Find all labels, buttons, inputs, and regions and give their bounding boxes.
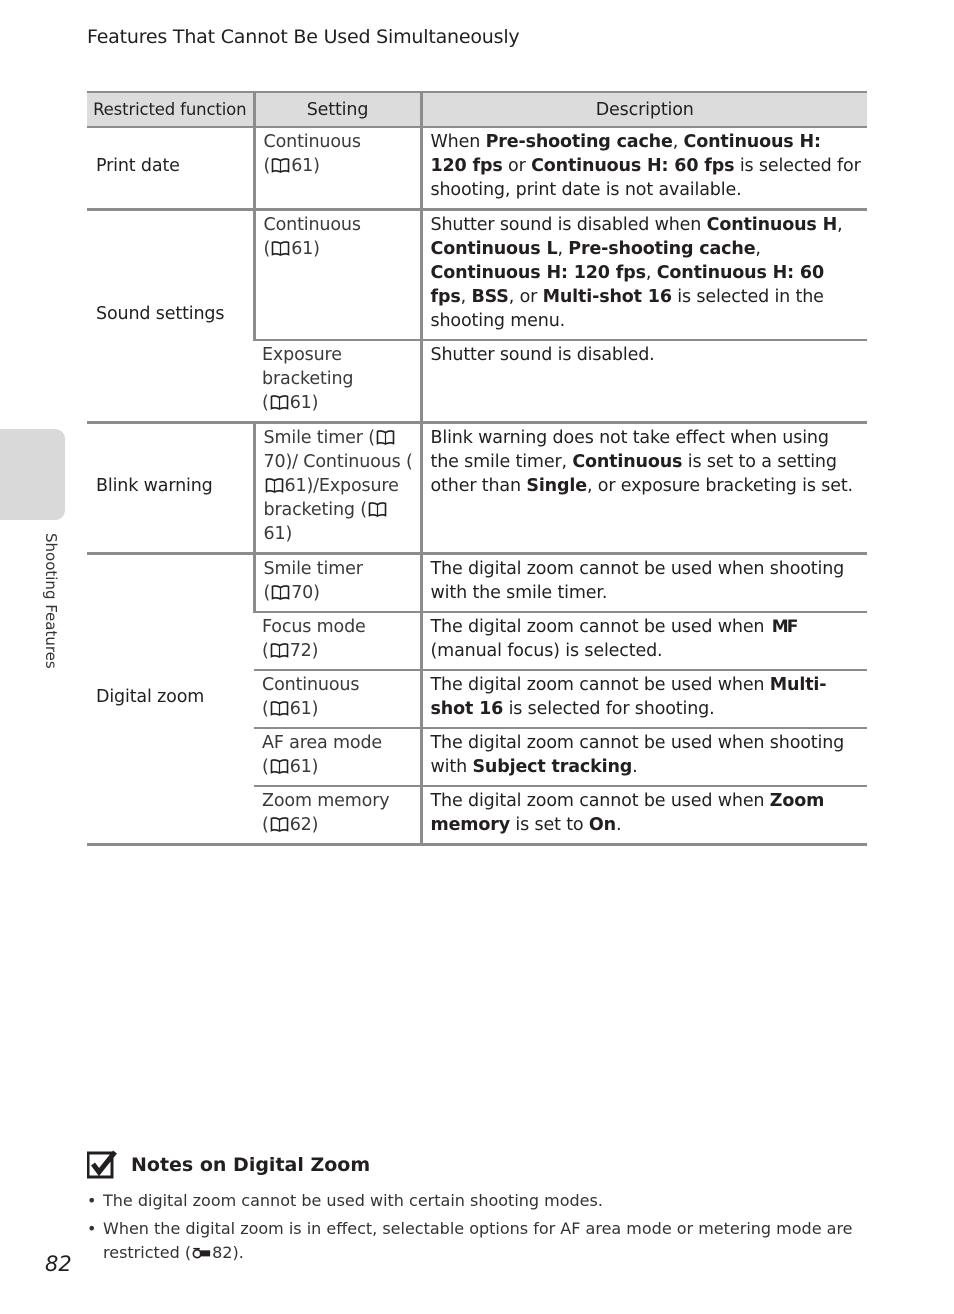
text-run: , or exposure bracketing is set. (586, 476, 853, 496)
notes-title: Notes on Digital Zoom (131, 1154, 371, 1176)
setting-cell (254, 210, 421, 341)
text-run: , (460, 287, 472, 307)
restrictions-table (87, 91, 867, 846)
text-run: When (430, 132, 486, 152)
text-run: , (837, 215, 843, 235)
description-cell (421, 728, 867, 786)
text-run: 82). (212, 1243, 244, 1262)
text-run: The digital zoom cannot be used when (430, 675, 770, 695)
book-reference-icon (271, 241, 290, 256)
setting-ref-page: 61) (289, 393, 319, 413)
text-run: When the digital zoom is in effect, selectable options for AF area mode or metering mode are restricted ( (103, 1219, 853, 1262)
emphasis-text: Continuous H (706, 215, 838, 235)
table-header-row (87, 92, 867, 127)
book-reference-icon (368, 502, 387, 517)
description-cell (421, 127, 867, 210)
text-run: , or (508, 287, 543, 307)
setting-name: Smile timer (263, 559, 363, 579)
setting-name: Exposure bracketing (262, 345, 354, 389)
setting-ref-open: ( (262, 393, 269, 413)
table-row (87, 210, 867, 341)
setting-cell (254, 423, 421, 554)
setting-ref-page: 72) (289, 641, 319, 661)
restricted-function-cell: Digital zoom (87, 554, 254, 845)
emphasis-text: Subject tracking (472, 757, 633, 777)
emphasis-text: BSS (471, 287, 509, 307)
emphasis-text: Continuous (572, 452, 683, 472)
text-run: is selected for shooting. (503, 699, 715, 719)
header-setting: Setting (254, 92, 421, 127)
emphasis-text: Multi-shot 16 (430, 675, 827, 719)
text-run: The digital zoom cannot be used with certain shooting modes. (103, 1191, 603, 1210)
text-run: The digital zoom cannot be used when (430, 791, 770, 811)
emphasis-text: Continuous H: 120 fps (430, 263, 646, 283)
setting-cell (254, 554, 421, 613)
text-run: or (502, 156, 532, 176)
book-reference-icon (270, 395, 289, 410)
text-run: Blink warning does not take effect when using the smile timer, (430, 428, 829, 472)
description-cell (421, 670, 867, 728)
emphasis-text: Continuous H: 120 fps (430, 132, 821, 176)
book-reference-icon (270, 643, 289, 658)
emphasis-text: Continuous L (430, 239, 558, 259)
setting-cell (254, 786, 421, 845)
notes-list-item (87, 1189, 867, 1213)
text-run: , (645, 263, 657, 283)
setting-name: Continuous (263, 132, 361, 152)
book-reference-icon (270, 759, 289, 774)
bullet-icon: • (87, 1219, 97, 1238)
emphasis-text: On (588, 815, 616, 835)
setting-cell (254, 127, 421, 210)
setting-name: Focus mode (262, 617, 366, 637)
text-run: is set to (510, 815, 589, 835)
table-row (87, 554, 867, 613)
text-run: 61) (263, 524, 293, 544)
page-number: 82 (45, 1252, 72, 1276)
chapter-tab-label: Shooting Features (42, 533, 60, 669)
text-run: , (672, 132, 684, 152)
setting-name: Continuous (263, 215, 361, 235)
emphasis-text: Multi-shot 16 (542, 287, 672, 307)
description-cell (421, 554, 867, 613)
emphasis-text: Zoom memory (430, 791, 825, 835)
text-run: is selected for shooting, print date is not available. (430, 156, 861, 200)
header-description: Description (421, 92, 867, 127)
book-reference-icon (270, 817, 289, 832)
chapter-tab (0, 429, 65, 520)
setting-name: Zoom memory (262, 791, 390, 811)
setting-ref-open: ( (262, 641, 269, 661)
description-cell (421, 786, 867, 845)
text-run: Shutter sound is disabled when (430, 215, 707, 235)
description-cell (421, 423, 867, 554)
page-header-title: Features That Cannot Be Used Simultaneously (87, 26, 520, 48)
setting-ref-page: 61) (289, 757, 319, 777)
text-run: , (755, 239, 761, 259)
manual-focus-icon: MF (771, 617, 797, 637)
text-run: The digital zoom cannot be used when (430, 617, 770, 637)
emphasis-text: Pre-shooting cache (485, 132, 673, 152)
setting-ref-open: ( (262, 699, 269, 719)
text-run: , (557, 239, 569, 259)
restricted-function-cell: Print date (87, 127, 254, 210)
text-run: 61)/Exposure bracketing ( (263, 476, 399, 520)
notes-list-item (87, 1217, 867, 1265)
book-reference-icon (376, 430, 395, 445)
book-reference-icon (271, 158, 290, 173)
restricted-function-cell: Sound settings (87, 210, 254, 423)
setting-cell (254, 612, 421, 670)
text-run: 70)/ Continuous ( (263, 452, 413, 472)
setting-cell (254, 728, 421, 786)
setting-ref-page: 61) (291, 156, 320, 176)
notes-section (87, 1147, 867, 1269)
text-run: Shutter sound is disabled. (430, 345, 655, 365)
setting-ref-page: 62) (289, 815, 319, 835)
book-reference-icon (265, 478, 284, 493)
notes-list (87, 1189, 867, 1265)
description-cell (421, 210, 867, 341)
emphasis-text: Pre-shooting cache (568, 239, 756, 259)
text-run: is selected in the shooting menu. (430, 287, 824, 331)
bullet-icon: • (87, 1191, 97, 1210)
checkmark-icon (87, 1150, 117, 1180)
description-cell (421, 612, 867, 670)
text-run: . (632, 757, 638, 777)
notes-header (87, 1147, 867, 1183)
text-run: . (615, 815, 622, 835)
table-row (87, 127, 867, 210)
setting-ref-page: 61) (289, 699, 319, 719)
text-run: is set to a setting other than (430, 452, 837, 496)
description-cell (421, 340, 867, 423)
emphasis-text: Continuous H: 60 fps (531, 156, 735, 176)
text-run: The digital zoom cannot be used when shooting with (430, 733, 845, 777)
text-run: Smile timer ( (263, 428, 375, 448)
book-reference-icon (271, 585, 290, 600)
emphasis-text: Continuous H: 60 fps (430, 263, 824, 307)
setting-name: Continuous (262, 675, 360, 695)
text-run: The digital zoom cannot be used when shooting with the smile timer. (430, 559, 845, 603)
setting-ref-page: 70) (291, 583, 320, 603)
table-body (87, 127, 867, 845)
book-reference-icon (270, 701, 289, 716)
setting-cell (254, 670, 421, 728)
text-run: (manual focus) is selected. (430, 641, 663, 661)
setting-cell (254, 340, 421, 423)
setting-ref-open: ( (263, 156, 271, 176)
emphasis-text: Single (526, 476, 587, 496)
setting-name: AF area mode (262, 733, 383, 753)
reference-section-icon (192, 1245, 211, 1260)
setting-ref-open: ( (263, 239, 271, 259)
setting-ref-open: ( (263, 583, 271, 603)
setting-ref-open: ( (262, 757, 269, 777)
restricted-function-cell: Blink warning (87, 423, 254, 554)
header-restricted-function: Restricted function (87, 92, 254, 127)
setting-ref-open: ( (262, 815, 269, 835)
table-row (87, 423, 867, 554)
setting-ref-page: 61) (291, 239, 320, 259)
